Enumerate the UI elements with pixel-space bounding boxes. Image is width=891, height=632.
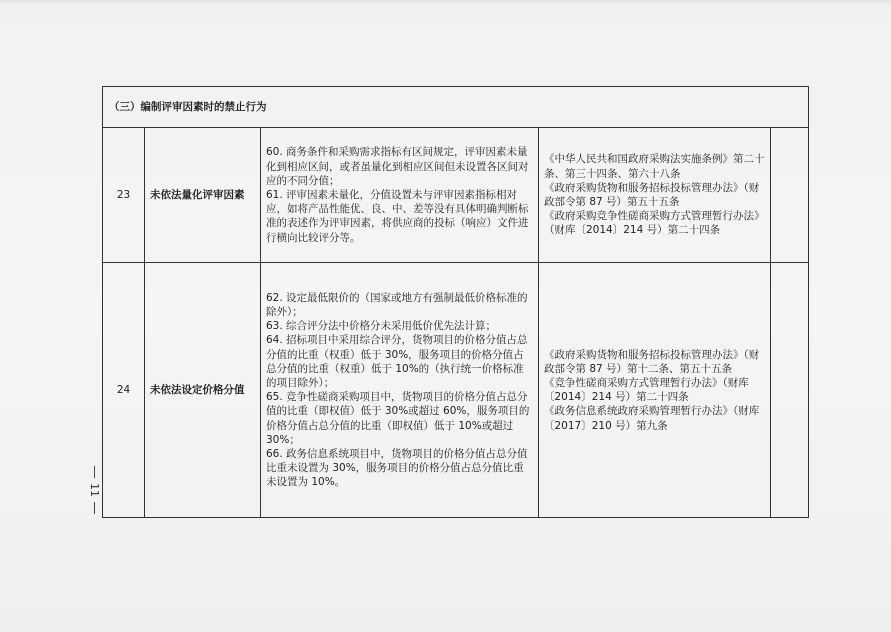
- section-header-row: [103, 87, 809, 128]
- violation-item: 未依法设定价格分值: [145, 263, 261, 518]
- requirement-line: 66. 政务信息系统项目中，货物项目的价格分值占总分值比重未设置为 30%，服务项目的价格分值占总分值比重未设置为 10%。: [266, 447, 528, 489]
- regulation-table: [102, 86, 809, 518]
- remarks-cell: [771, 263, 809, 518]
- page-number-vertical: [86, 466, 102, 514]
- scan-edge: [0, 0, 891, 3]
- row-number: 23: [103, 127, 145, 263]
- table-row: [103, 127, 809, 263]
- table-row: [103, 263, 809, 518]
- requirement-line: 65. 竞争性磋商采购项目中，货物项目的价格分值占总分值的比重（即权值）低于 30%或超过 60%，服务项目的价格分值占总分值的比重（即权值）低于 10%或超过 30%；: [266, 391, 530, 446]
- requirement-line: 61. 评审因素未量化，分值设置未与评审因素指标相对应，如将产品性能优、良、中、差等没有具体明确判断标准的表述作为评审因素，将供应商的投标（响应）文件进行横向比较评分等。: [266, 188, 529, 244]
- legal-basis: [539, 127, 771, 263]
- requirement-line: 60. 商务条件和采购需求指标有区间规定，评审因素未量化到相应区间，或者虽量化到相应区间但未设置各区间对应的不同分值；: [266, 146, 529, 187]
- remarks-cell: [771, 127, 809, 263]
- legal-basis: [539, 263, 771, 518]
- page-number: 11: [88, 483, 101, 497]
- requirement-line: 63. 综合评分法中价格分未采用低价优先法计算；: [266, 320, 497, 333]
- basis-line: 《政府采购货物和服务招标投标管理办法》（财政部令第 87 号）第十二条、第五十五条: [544, 348, 760, 375]
- basis-line: 《竞争性磋商采购方式管理暂行办法》（财库〔2014〕214 号）第二十四条: [544, 376, 749, 404]
- requirement-line: 64. 招标项目中采用综合评分，货物项目的价格分值占总分值的比重（权重）低于 30%，服务项目的价格分值占总分值的比重（权重）低于 10%的（执行统一价格标准的项目除外）；: [266, 334, 528, 389]
- section-title: （三）编制评审因素时的禁止行为: [103, 87, 809, 128]
- page-dash-top: [94, 466, 95, 478]
- basis-line: 《政府采购竞争性磋商采购方式管理暂行办法》（财库〔2014〕214 号）第二十四条: [544, 210, 765, 237]
- row-number: 24: [103, 263, 145, 518]
- prohibited-behaviors: [261, 127, 539, 263]
- basis-line: 《政务信息系统政府采购管理暂行办法》（财库〔2017〕210 号）第九条: [544, 405, 760, 432]
- basis-line: 《中华人民共和国政府采购法实施条例》第二十条、第三十四条、第六十八条: [544, 153, 765, 180]
- violation-item: 未依法量化评审因素: [145, 127, 261, 263]
- requirement-line: 62. 设定最低限价的（国家或地方有强制最低价格标准的除外）；: [266, 291, 528, 318]
- page-dash-bottom: [94, 502, 95, 514]
- basis-line: 《政府采购货物和服务招标投标管理办法》（财政部令第 87 号）第五十五条: [544, 181, 760, 209]
- prohibited-behaviors: [261, 263, 539, 518]
